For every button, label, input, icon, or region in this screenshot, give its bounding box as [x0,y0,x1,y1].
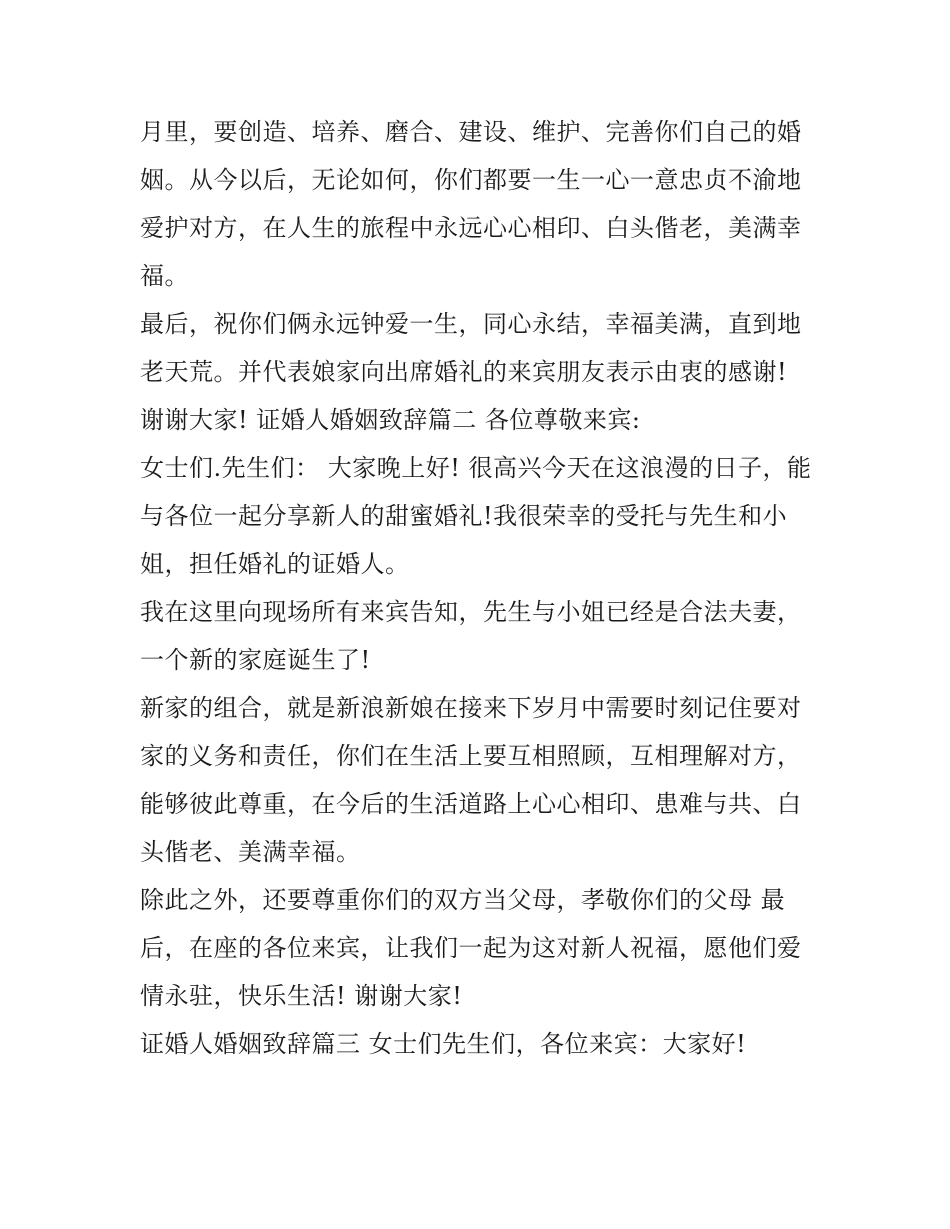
text-line: 除此之外，还要尊重你们的双方当父母，孝敬你们的父母 最 [140,886,786,914]
text-line: 女士们.先生们： 大家晚上好! 很高兴今天在这浪漫的日子，能 [140,454,812,482]
text-line: 头偕老、美满幸福。 [140,838,361,866]
text-line: 证婚人婚姻致辞篇三 女士们先生们，各位来宾：大家好! [140,1030,747,1058]
text-line: 与各位一起分享新人的甜蜜婚礼!我很荣幸的受托与先生和小 [140,502,788,530]
text-line: 能够彼此尊重，在今后的生活道路上心心相印、患难与共、白 [140,790,802,818]
text-line: 老天荒。并代表娘家向出席婚礼的来宾朋友表示由衷的感谢! [140,358,788,386]
text-line: 月里，要创造、培养、磨合、建设、维护、完善你们自己的婚 [140,118,802,146]
text-line: 姐，担任婚礼的证婚人。 [140,550,410,578]
document-body [140,108,820,1068]
text-line: 福。 [140,262,189,290]
text-line: 姻。从今以后，无论如何，你们都要一生一心一意忠贞不渝地 [140,166,802,194]
text-line: 新家的组合，就是新浪新娘在接来下岁月中需要时刻记住要对 [140,694,802,722]
text-line: 我在这里向现场所有来宾告知，先生与小姐已经是合法夫妻， [140,598,802,626]
text-line: 情永驻，快乐生活! 谢谢大家! [140,982,463,1010]
text-line: 最后，祝你们俩永远钟爱一生，同心永结，幸福美满，直到地 [140,310,802,338]
text-line: 后，在座的各位来宾，让我们一起为这对新人祝福，愿他们爱 [140,934,802,962]
text-line: 一个新的家庭诞生了! [140,646,371,674]
text-line: 谢谢大家! 证婚人婚姻致辞篇二 各位尊敬来宾: [140,406,641,434]
text-line: 爱护对方，在人生的旅程中永远心心相印、白头偕老，美满幸 [140,214,802,242]
text-line: 家的义务和责任，你们在生活上要互相照顾，互相理解对方， [140,742,802,770]
